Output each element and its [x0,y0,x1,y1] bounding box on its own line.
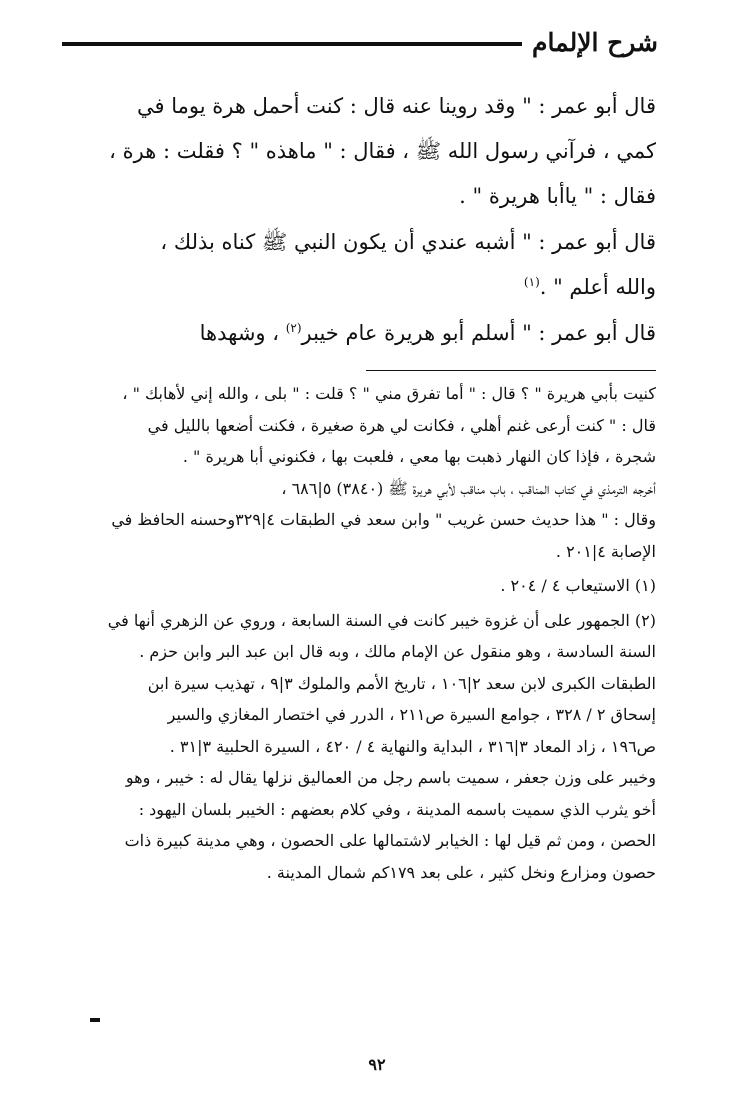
footnote-line: أخو يثرب الذي سميت باسمه المدينة ، وفي كلام بعضهم : الخيبر بلسان اليهود : [138,799,656,819]
footnote-line: كنيت بأبي هريرة " ؟ قال : " أما تفرق مني " ؟ قلت : " بلى ، والله إني لأهابك " ، [122,384,656,403]
footnote-1: (١) الاستيعاب ٤ / ٢٠٤ . [500,576,656,595]
body-line: قال أبو عمر : " وقد روينا عنه قال : كنت أحمل هرة يوما في [137,94,656,118]
footnote-line: أخرجه الترمذي في كتاب المناقب ، باب مناقب لأبي هريرة ﷺ (٣٨٤٠) ٥|٦٨٦ ، [281,478,656,498]
footnote-line: حصون ومزارع ونخل كثير ، على بعد ١٧٩كم شمال المدينة . [266,862,656,882]
footnote-line: ص١٩٦ ، زاد المعاد ٣|٣١٦ ، البداية والنهاية ٤ / ٤٢٠ ، السيرة الحلبية ٣|٣١ . [169,736,656,756]
footnote-line: وخيبر على وزن جعفر ، سميت باسم رجل من العماليق نزلها يقال له : خيبر ، وهو [125,768,656,787]
page-number: ٩٢ [368,1055,386,1074]
body-line: فقال : " ياأبا هريرة " . [459,184,656,208]
book-title: شرح الإلمام [532,28,658,57]
body-line-text: والله أعلم " . [539,275,656,299]
body-line-text: قال أبو عمر : " أسلم أبو هريرة عام خيبر [301,321,656,345]
footnote-separator [366,370,656,371]
footnote-line: شجرة ، فإذا كان النهار ذهبت بها معي ، فلعبت بها ، فكنوني أبا هريرة " . [182,447,656,466]
footnote-line: الطبقات الكبرى لابن سعد ٢|١٠٦ ، تاريخ الأمم والملوك ٣|٩ ، تهذيب سيرة ابن [147,673,656,693]
end-mark [90,1018,100,1022]
page-header [62,26,658,66]
footnote-line: (٢) الجمهور على أن غزوة خيبر كانت في السنة السابعة ، وروي عن الزهري أنها في [107,610,656,630]
main-text [64,84,656,356]
body-line [64,265,656,310]
footnote-line: إسحاق ٢ / ٣٢٨ ، جوامع السيرة ص٢١١ ، الدرر في اختصار المغازي والسير [167,705,656,724]
footnote-line: السنة السادسة ، وهو منقول عن الإمام مالك ، وبه قال ابن عبد البر وابن حزم . [139,642,656,661]
body-line: قال أبو عمر : " أشبه عندي أن يكون النبي ﷺ كناه بذلك ، [160,230,656,254]
footnote-line: الحصن ، ومن ثم قيل لها : الخيابر لاشتمالها على الحصون ، وهي مدينة كبيرة ذات [124,831,656,850]
body-line [64,311,656,356]
footnote-line: قال : " كنت أرعى غنم أهلي ، فكانت لي هرة صغيرة ، فكنت أضعها بالليل في [147,415,656,435]
body-line-text: ، وشهدها [199,321,280,345]
header-rule [62,42,522,46]
footnote-line: وقال : " هذا حديث حسن غريب " وابن سعد في الطبقات ٤|٣٢٩وحسنه الحافظ في [111,510,656,529]
footnote-line: الإصابة ٤|٢٠١ . [555,541,656,561]
body-line: كمي ، فرآني رسول الله ﷺ ، فقال : " ماهذه " ؟ فقلت : هرة ، [109,139,656,163]
footnote-marker: (١) [523,275,540,289]
footnote-marker: (٢) [285,321,302,335]
footnotes [64,378,656,888]
